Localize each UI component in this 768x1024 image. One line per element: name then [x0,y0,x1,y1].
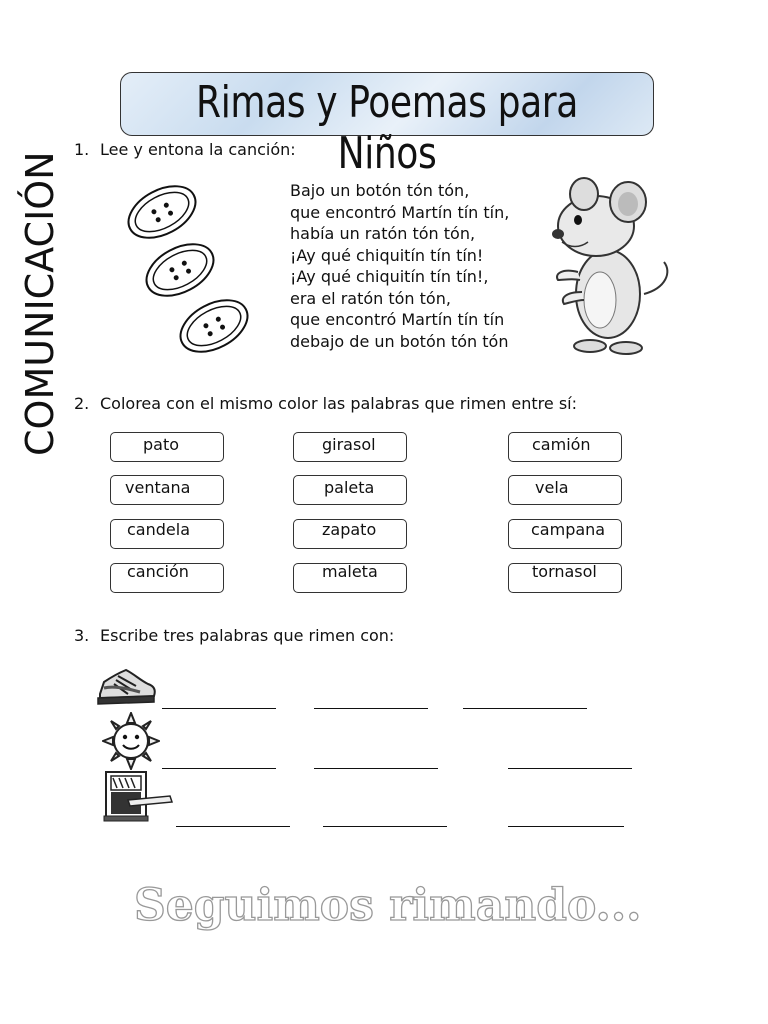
poem-line: debajo de un botón tón tón [290,331,509,351]
answer-line[interactable] [508,768,632,769]
rhyme-word: canción [127,562,189,581]
answer-line[interactable] [314,708,428,709]
poem-line: ¡Ay qué chiquitín tín tín!, [290,267,489,286]
answer-line[interactable] [176,826,290,827]
rhyme-word: camión [532,435,591,454]
section1-number: 1. [74,140,90,159]
poem-line: que encontró Martín tín tín [290,310,505,329]
answer-line[interactable] [463,708,587,709]
section2-heading [74,394,577,413]
answer-line[interactable] [314,768,438,769]
shoe-icon [96,664,158,708]
rhyme-word: zapato [322,520,377,539]
section3-instruction: Escribe tres palabras que rimen con: [100,626,395,645]
mouse-icon [548,176,672,358]
buttons-illustration [120,178,260,360]
poem-line: que encontró Martín tín tín, [290,202,510,222]
poem-line: Bajo un botón tón tón, [290,181,470,200]
subject-label: COMUNICACIÓN [18,151,62,456]
section1-heading [74,140,296,159]
rhyme-word: girasol [322,435,376,454]
button-icon [120,178,204,248]
section3-heading [74,626,394,645]
section2-number: 2. [74,394,90,413]
rhyme-word: pato [143,435,180,454]
poem-line: había un ratón tón tón, [290,224,476,243]
footer-title: Seguimos rimando... [134,880,642,931]
window-icon [100,770,176,824]
answer-line[interactable] [323,826,447,827]
page-title: Rimas y Poemas para Niños [196,77,578,179]
poem-line: era el ratón tón tón, [290,288,451,308]
section1-instruction: Lee y entona la canción: [100,140,296,159]
button-icon [172,290,256,360]
answer-line[interactable] [508,826,624,827]
rhyme-word: campana [531,520,606,539]
section3-number: 3. [74,626,90,645]
section2-instruction: Colorea con el mismo color las palabras que rimen entre sí: [100,394,577,413]
rhyme-word: paleta [324,478,375,497]
poem [290,180,509,352]
rhyme-word: maleta [322,562,378,581]
rhyme-word: ventana [125,478,191,497]
button-icon [138,234,222,307]
rhyme-word: vela [535,478,569,497]
sun-icon [102,712,160,770]
poem-line: ¡Ay qué chiquitín tín tín! [290,245,484,265]
answer-line[interactable] [162,768,276,769]
rhyme-word: candela [127,520,190,539]
answer-line[interactable] [162,708,276,709]
rhyme-word: tornasol [532,562,597,581]
